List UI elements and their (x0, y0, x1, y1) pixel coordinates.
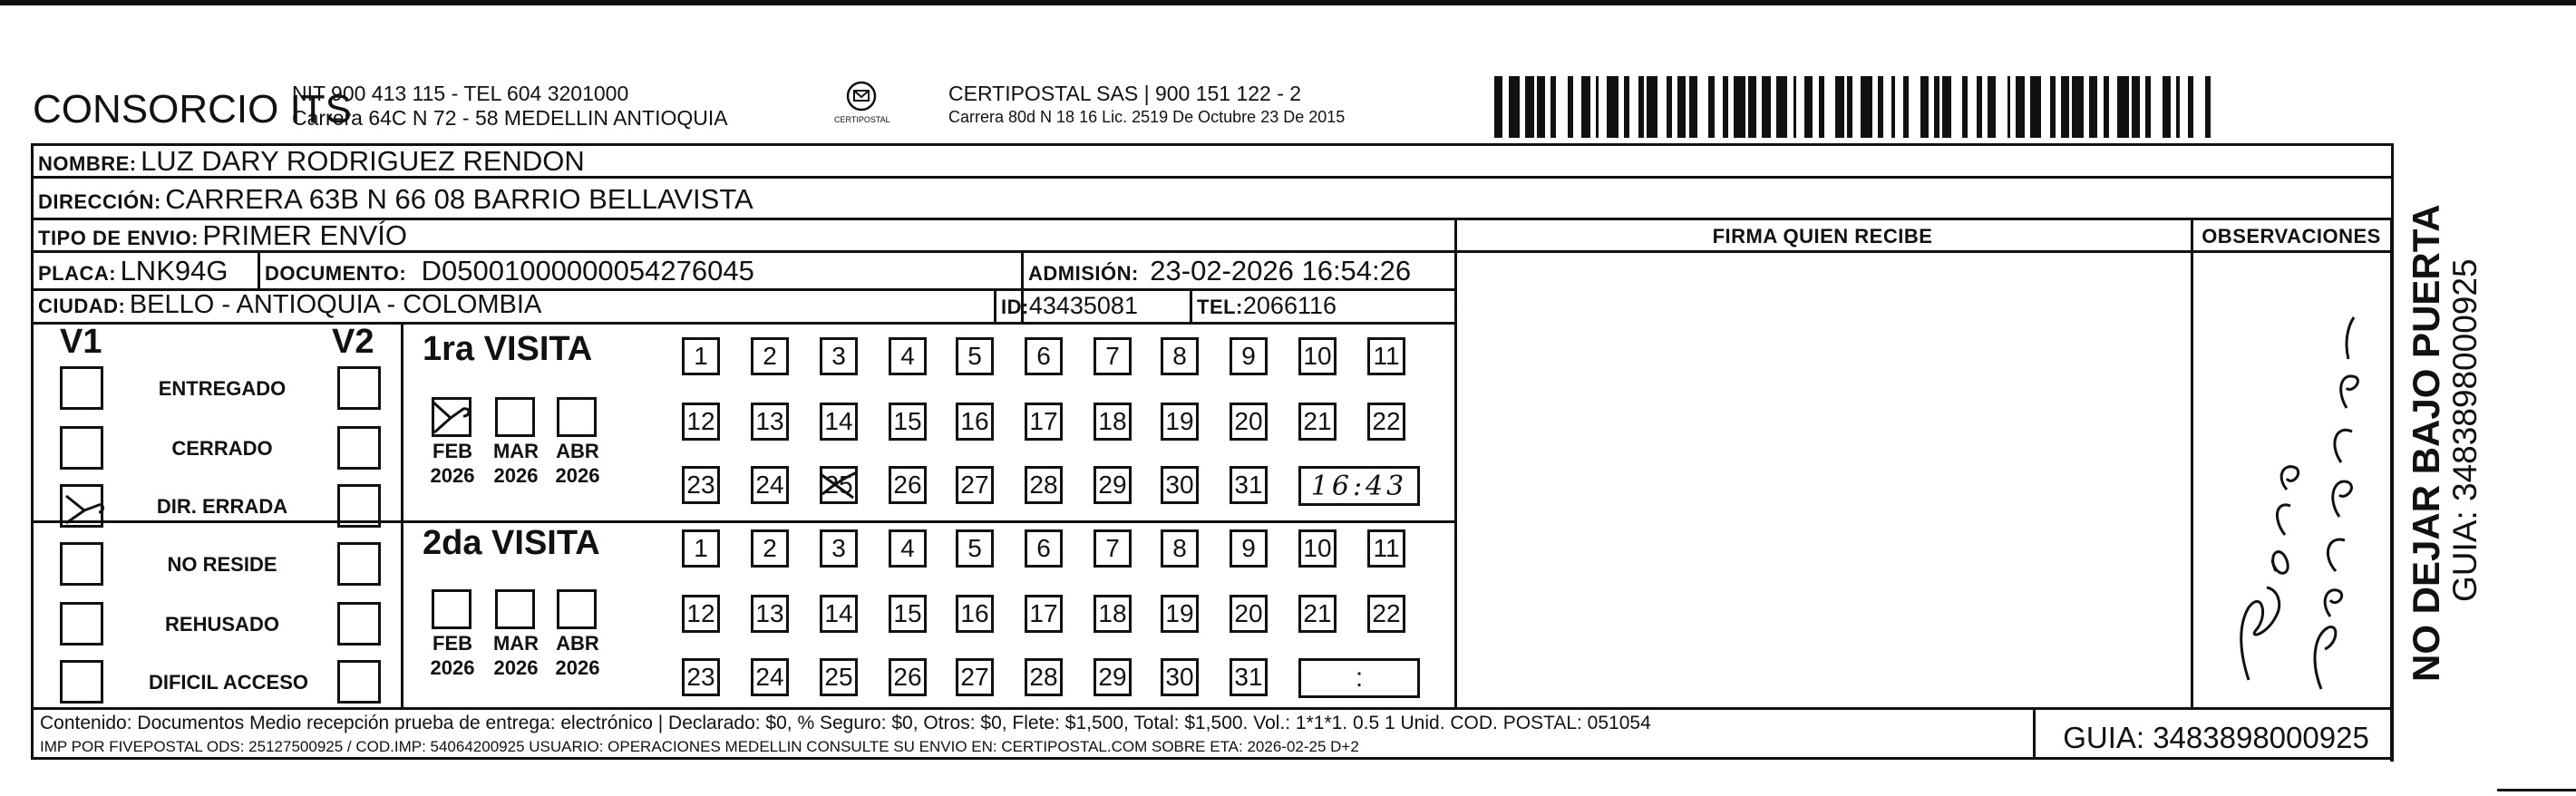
tel-value: 2066116 (1242, 292, 1337, 319)
guia-box: GUIA: 3483898000925 (2063, 721, 2369, 754)
status-option-label: ENTREGADO (158, 377, 287, 400)
day-cell[interactable]: 28 (1025, 466, 1063, 504)
barcode-bar (1909, 76, 1920, 138)
v2-checkbox[interactable] (337, 366, 381, 410)
id-label: ID: (1001, 296, 1029, 318)
month-year: 2026 (493, 656, 539, 679)
day-cell[interactable]: 5 (956, 529, 994, 568)
barcode-bar (1647, 76, 1657, 138)
status-option-label: REHUSADO (165, 613, 279, 636)
top-border (0, 0, 2576, 5)
barcode-bar (1657, 76, 1666, 138)
nombre-value: LUZ DARY RODRIGUEZ RENDON (141, 145, 585, 177)
first-visit-title: 1ra VISITA (423, 330, 593, 368)
month-year: 2026 (555, 464, 600, 487)
v2-checkbox[interactable] (337, 602, 381, 646)
month-name: ABR (556, 440, 599, 462)
barcode-bar (2193, 76, 2204, 138)
barcode-bar (1883, 76, 1891, 138)
barcode-bar (2180, 76, 2188, 138)
col-divider (1454, 218, 1457, 709)
day-cell[interactable]: 6 (1025, 337, 1063, 375)
operator-info (948, 82, 1345, 128)
row-divider (31, 322, 1456, 325)
certipostal-logo (834, 80, 889, 124)
day-cell[interactable]: 16 (956, 403, 994, 441)
day-cell[interactable]: 7 (1094, 337, 1132, 375)
day-cell[interactable]: 16 (956, 595, 994, 633)
day-cell[interactable]: 17 (1025, 403, 1063, 441)
v1-checkbox[interactable] (60, 542, 103, 586)
v1-checkbox[interactable] (60, 366, 103, 410)
day-cell[interactable]: 11 (1367, 529, 1405, 568)
ciudad-value: BELLO - ANTIOQUIA - COLOMBIA (129, 290, 542, 319)
barcode-bar (1581, 76, 1589, 138)
barcode-bar (1734, 76, 1745, 138)
barcode-bar (1861, 76, 1871, 138)
day-cell[interactable]: 18 (1094, 595, 1132, 633)
company-info (292, 82, 728, 131)
day-cell[interactable]: 23 (682, 658, 720, 696)
month-name: ABR (556, 632, 599, 655)
placa-value: LNK94G (120, 255, 228, 286)
day-cell[interactable]: 20 (1230, 403, 1268, 441)
day-cell[interactable]: 30 (1161, 658, 1199, 696)
day-cell[interactable]: 31 (1230, 466, 1268, 504)
day-cell[interactable]: 26 (889, 658, 927, 696)
month-checkbox[interactable] (557, 397, 597, 437)
day-cell[interactable]: 22 (1367, 595, 1405, 633)
barcode-bar (1776, 76, 1787, 138)
direccion-label: DIRECCIÓN: (38, 190, 161, 213)
day-cell[interactable]: 10 (1298, 337, 1337, 375)
barcode-bar (1996, 76, 2007, 138)
barcode-bar (1895, 76, 1903, 138)
month-label (548, 631, 608, 680)
cross-mark-icon (817, 467, 860, 503)
barcode-bar (2089, 76, 2097, 138)
barcode-bar (2132, 76, 2140, 138)
barcode-bar (1629, 76, 1638, 138)
month-checkbox[interactable] (495, 397, 535, 437)
day-cell[interactable]: 14 (820, 595, 858, 633)
barcode-bar (2061, 76, 2069, 138)
day-cell[interactable]: 15 (889, 403, 927, 441)
month-checkbox[interactable] (495, 589, 535, 629)
tel-label: TEL: (1197, 296, 1243, 318)
nombre-label: NOMBRE: (38, 152, 137, 175)
day-cell[interactable]: 9 (1230, 529, 1268, 568)
day-cell[interactable]: 7 (1094, 529, 1132, 568)
month-checkbox[interactable] (557, 589, 597, 629)
direccion-row (38, 183, 753, 216)
day-cell[interactable]: 20 (1230, 595, 1268, 633)
no-dejar-warning: NO DEJAR BAJO PUERTA (2405, 204, 2447, 682)
month-checkbox[interactable] (432, 589, 471, 629)
id-field (1001, 292, 1138, 320)
v1-checkbox[interactable] (60, 484, 103, 528)
barcode-bar (1556, 76, 1567, 138)
check-mark-icon (431, 396, 478, 436)
address-line: Carrera 64C N 72 - 58 MEDELLIN ANTIOQUIA (292, 106, 728, 130)
v2-checkbox[interactable] (337, 542, 381, 586)
barcode-bar (1509, 76, 1520, 138)
barcode-bar (1607, 76, 1618, 138)
col-divider (1190, 288, 1192, 322)
day-cell[interactable]: 29 (1094, 658, 1132, 696)
month-year: 2026 (493, 464, 539, 487)
day-cell[interactable]: 19 (1161, 403, 1199, 441)
documento-label: DOCUMENTO: (265, 262, 407, 285)
barcode-bar (1968, 76, 1976, 138)
day-cell[interactable]: 27 (956, 466, 994, 504)
observaciones-header: OBSERVACIONES (2202, 225, 2381, 248)
placa-field (38, 255, 228, 287)
month-checkbox[interactable] (432, 397, 471, 437)
barcode-bar (1920, 76, 1929, 138)
day-cell[interactable]: 2 (751, 337, 789, 375)
month-label (486, 439, 546, 488)
day-cell[interactable]: 28 (1025, 658, 1063, 696)
company-name: CONSORCIO ITS (33, 87, 353, 131)
documento-value: D05001000000054276045 (421, 255, 754, 286)
barcode-bar (2163, 76, 2171, 138)
day-cell[interactable]: 13 (751, 595, 789, 633)
second-visit-title: 2da VISITA (423, 524, 600, 562)
barcode-bar (2016, 76, 2024, 138)
check-mark-icon (63, 487, 117, 527)
barcode-bar (1537, 76, 1545, 138)
month-name: FEB (433, 440, 472, 462)
month-label (423, 439, 482, 488)
barcode-bar (2041, 76, 2049, 138)
day-cell[interactable]: 31 (1230, 658, 1268, 696)
ciudad-label: CIUDAD: (38, 295, 126, 317)
day-cell[interactable]: 21 (1298, 595, 1337, 633)
day-cell[interactable]: 24 (751, 658, 789, 696)
barcode-bar (1494, 76, 1502, 138)
barcode-bar (2117, 76, 2128, 138)
row-divider (31, 707, 2394, 710)
day-cell[interactable]: 8 (1161, 337, 1199, 375)
barcode-bar (1852, 76, 1861, 138)
day-cell[interactable]: 22 (1367, 403, 1405, 441)
barcode-bar (2109, 76, 2117, 138)
month-name: MAR (492, 440, 540, 462)
footer-print-info: IMP POR FIVEPOSTAL ODS: 25127500925 / COD.IMP: 54064200925 USUARIO: OPERACIONES MEDELLIN CONSULTE SU ENVIO EN: CERTIPOSTAL.COM SOBRE ETA: 2026-02-25 D+2 (40, 738, 1359, 755)
day-cell[interactable]: 15 (889, 595, 927, 633)
month-label (548, 439, 608, 488)
status-option-label: DIR. ERRADA (156, 495, 288, 518)
day-cell[interactable]: 21 (1298, 403, 1337, 441)
operator-line: CERTIPOSTAL SAS | 900 151 122 - 2 (948, 82, 1302, 105)
barcode-bar (1677, 76, 1686, 138)
barcode-bar (1835, 76, 1843, 138)
day-cell[interactable]: 26 (889, 466, 927, 504)
direccion-value: CARRERA 63B N 66 08 BARRIO BELLAVISTA (165, 183, 753, 215)
barcode-bar (1762, 76, 1770, 138)
tipo-row (38, 219, 407, 252)
col-divider (258, 250, 260, 288)
col-divider (2390, 218, 2394, 762)
day-cell[interactable]: 3 (820, 337, 858, 375)
v2-checkbox[interactable] (337, 660, 381, 704)
month-label (423, 631, 482, 680)
col-divider (2033, 707, 2036, 760)
day-cell[interactable]: 4 (889, 529, 927, 568)
day-cell[interactable]: 6 (1025, 529, 1063, 568)
handwritten-note-icon (2212, 272, 2376, 698)
barcode-bar (1951, 76, 1962, 138)
month-year: 2026 (555, 656, 600, 679)
barcode-bar (1689, 76, 1697, 138)
day-cell[interactable]: 18 (1094, 403, 1132, 441)
row-divider (31, 520, 1456, 523)
barcode-bar (2151, 76, 2162, 138)
tipo-value: PRIMER ENVÍO (202, 219, 408, 251)
month-name: FEB (433, 632, 472, 655)
barcode-bar (2072, 76, 2083, 138)
admision-label: ADMISIÓN: (1028, 262, 1139, 285)
tipo-label: TIPO DE ENVIO: (38, 227, 199, 249)
operator-address: Carrera 80d N 18 16 Lic. 2519 De Octubre 23 De 2015 (948, 108, 1346, 126)
id-value: 43435081 (1028, 292, 1138, 319)
barcode-bar (2030, 76, 2041, 138)
status-option-label: CERRADO (171, 437, 273, 460)
day-cell[interactable]: 8 (1161, 529, 1199, 568)
v2-checkbox[interactable] (337, 426, 381, 470)
firma-header: FIRMA QUIEN RECIBE (1712, 225, 1933, 248)
v2-checkbox[interactable] (337, 484, 381, 528)
day-cell[interactable]: 11 (1367, 337, 1405, 375)
month-year: 2026 (430, 464, 475, 487)
placa-label: PLACA: (38, 262, 117, 285)
day-cell[interactable]: 25 (820, 658, 858, 696)
v1-checkbox[interactable] (60, 602, 103, 646)
barcode-bar (1715, 76, 1723, 138)
v1-checkbox[interactable] (60, 426, 103, 470)
observaciones-handwriting (2212, 272, 2376, 698)
day-cell[interactable]: 27 (956, 658, 994, 696)
day-cell[interactable]: 4 (889, 337, 927, 375)
day-cell[interactable]: 14 (820, 403, 858, 441)
barcode-bar (1796, 76, 1804, 138)
admision-value: 23-02-2026 16:54:26 (1150, 255, 1412, 286)
visit-time-box[interactable]: 16:43 (1298, 466, 1420, 506)
barcode-bar (1525, 76, 1533, 138)
barcode-bar (1942, 76, 1950, 138)
nombre-row (38, 145, 585, 178)
barcode-bar (2211, 76, 2219, 138)
envelope-seal-icon (845, 80, 878, 112)
day-cell[interactable]: 19 (1161, 595, 1199, 633)
side-guia: GUIA: 3483898000925 (2446, 258, 2484, 602)
day-cell[interactable]: 30 (1161, 466, 1199, 504)
status-option-label: NO RESIDE (167, 553, 277, 576)
day-cell[interactable]: 17 (1025, 595, 1063, 633)
month-label (486, 631, 546, 680)
barcode-bar (1804, 76, 1813, 138)
logo-caption: CERTIPOSTAL (834, 115, 890, 124)
barcode-bar (1988, 76, 1996, 138)
day-cell[interactable]: 2 (751, 529, 789, 568)
day-cell[interactable]: 5 (956, 337, 994, 375)
barcode-bar (1599, 76, 1607, 138)
visit-time-box[interactable]: : (1298, 658, 1420, 698)
day-cell[interactable]: 24 (751, 466, 789, 504)
documento-field (265, 255, 754, 287)
day-cell[interactable]: 9 (1230, 337, 1268, 375)
day-cell[interactable]: 25 (820, 466, 858, 504)
day-cell[interactable]: 29 (1094, 466, 1132, 504)
col-divider (401, 322, 403, 707)
day-cell[interactable]: 13 (751, 403, 789, 441)
barcode-bar (1824, 76, 1835, 138)
barcode-bar (1573, 76, 1581, 138)
month-year: 2026 (430, 656, 475, 679)
admision-field (1028, 255, 1411, 287)
status-option-label: DIFICIL ACCESO (148, 671, 308, 694)
col-divider (2191, 218, 2193, 709)
bottom-edge (2497, 789, 2576, 791)
v2-label: V2 (332, 323, 374, 361)
col-divider (994, 288, 996, 322)
v1-checkbox[interactable] (60, 660, 103, 704)
v1-label: V1 (60, 323, 102, 361)
day-cell[interactable]: 1 (682, 337, 720, 375)
day-cell[interactable]: 3 (820, 529, 858, 568)
tel-field (1197, 292, 1337, 320)
day-cell[interactable]: 10 (1298, 529, 1337, 568)
footer-contents: Contenido: Documentos Medio recepción prueba de entrega: electrónico | Declarado: $0, % Seguro: $0, Otros: $0, Flete: $1,500, Total: $1,500. Vol.: 1*1*1. 0.5 1 Unid. COD. POSTAL: 051054 (40, 713, 1651, 733)
ciudad-field (38, 290, 541, 320)
tracking-barcode (1494, 76, 2220, 138)
barcode-bar (1748, 76, 1756, 138)
day-cell[interactable]: 12 (682, 595, 720, 633)
row-divider (2191, 250, 2394, 253)
month-name: MAR (492, 632, 540, 655)
day-cell[interactable]: 12 (682, 403, 720, 441)
nit-line: NIT 900 413 115 - TEL 604 3201000 (292, 82, 629, 105)
day-cell[interactable]: 23 (682, 466, 720, 504)
barcode-bar (1697, 76, 1708, 138)
day-cell[interactable]: 1 (682, 529, 720, 568)
